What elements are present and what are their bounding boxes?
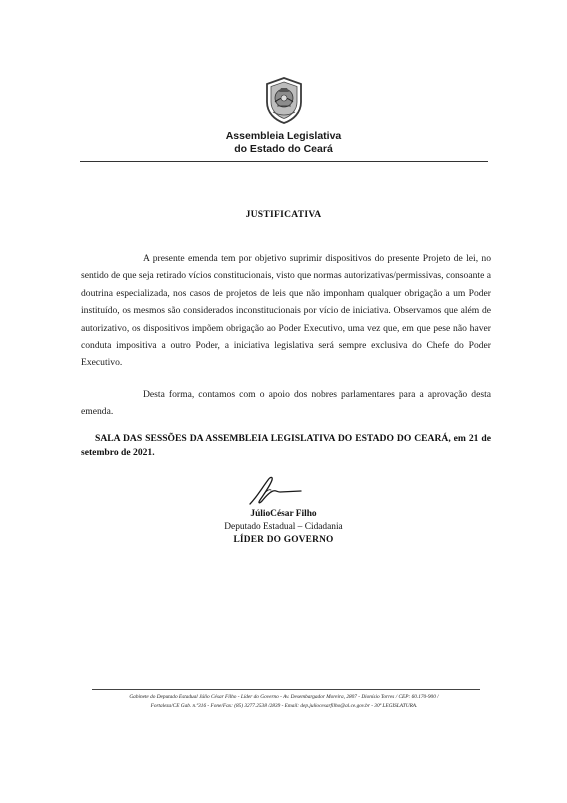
justification-paragraph-1: A presente emenda tem por objetivo suprimir dispositivos do presente Projeto de lei, no sentido de que seja retirado vícios constitucionais, visto que normas autorizativas/permissivas, consoante a doutrina especializada, nos casos de projetos de leis que não imponham qualquer obrigação a um Poder instituído, os mesmos são considerados inconstitucionais por vício de iniciativa. Observamos que além de autorizativo, os dispositivos impõem obrigação ao Poder Executivo, uma vez que, em que pese não haver conduta impositiva a outro Poder, a iniciativa legislativa será sempre exclusiva do Chefe do Poder Executivo. (81, 253, 491, 369)
justification-paragraph-2: Desta forma, contamos com o apoio dos nobres parlamentares para a aprovação desta emenda. (81, 389, 491, 418)
institution-name-line2: do Estado do Ceará (234, 143, 333, 155)
state-coat-of-arms-icon (263, 76, 305, 124)
footer-contact-info (82, 693, 486, 710)
session-closing-statement: SALA DAS SESSÕES DA ASSEMBLEIA LEGISLATIVA DO ESTADO DO CEARÁ, em 21 de setembro de 2021. (81, 433, 491, 458)
footer-divider (92, 689, 480, 690)
signatory-title: LÍDER DO GOVERNO (233, 535, 334, 545)
signatory-name: JúlioCésar Filho (250, 509, 317, 519)
footer-line-1: Gabinete do Deputado Estadual Júlio César Filho - Líder do Governo - Av. Desembargador Moreira, 2807 - Dionísio Torres / CEP: 60.170-900 / (129, 694, 439, 700)
handwritten-signature (246, 474, 304, 508)
header-divider (80, 161, 488, 162)
footer-line-2: Fortaleza/CE Gab. n.º316 - Fone/Fax: (85) 3277.2538 /2839 - Email: dep.juliocesarfilho@al.ce.gov.br - 30ª LEGISLATURA. (150, 702, 418, 709)
institution-name-line1: Assembleia Legislativa (225, 130, 342, 142)
section-heading: JUSTIFICATIVA (245, 210, 322, 220)
signatory-role: Deputado Estadual – Cidadania (224, 522, 343, 532)
